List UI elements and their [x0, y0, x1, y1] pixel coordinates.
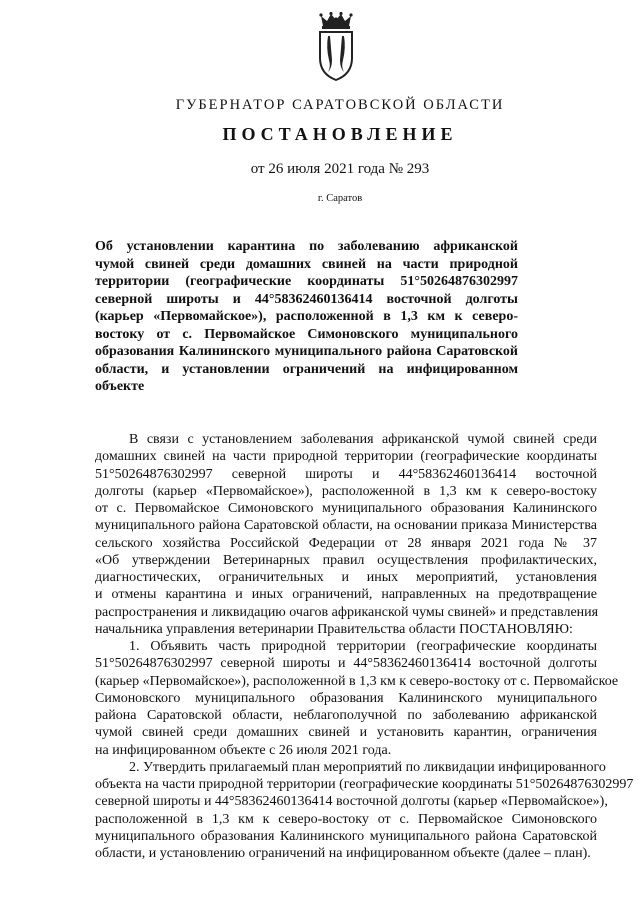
body-line: северной широты и 44°58362460136414 восточной долготы (карьер «Первомайское»), — [95, 794, 608, 810]
body-line: муниципального района Саратовской области, на основании приказа Министерства — [95, 518, 597, 534]
body-line: 1. Объявить часть природной территории (географические координаты — [129, 639, 597, 654]
body-line: домашних свиней на части природной территории (географические координаты — [95, 449, 597, 465]
document-date-number: от 26 июля 2021 года № 293 — [250, 161, 430, 177]
subject-line: северной широты и 44°58362460136414 восточной долготы — [95, 291, 518, 307]
subject-line: востоку от с. Первомайское Симоновского муниципального — [95, 326, 518, 342]
subject-line: чумой свиней среди домашних свиней на части природной — [95, 256, 518, 272]
body-line: района Саратовской области, неблагополучной по заболеванию африканской — [95, 708, 597, 723]
subject-line: Об установлении карантина по заболеванию африканской — [95, 239, 518, 254]
body-line: распространения и ликвидацию очагов африканской чумы свиней» и представления — [95, 604, 599, 620]
subject-line: территории (географические координаты 51°50264876302997 — [95, 274, 518, 289]
subject-line: области, и установлении ограничений на инфицированном — [95, 361, 518, 377]
body-line: «Об утверждении Ветеринарных правил осуществления профилактических, — [95, 552, 597, 568]
document-subject — [95, 238, 518, 396]
body-line: Симоновского муниципального образования Калининского муниципального — [95, 690, 597, 706]
document-body — [95, 431, 634, 862]
body-line: муниципального образования Калининского муниципального района Саратовской — [95, 828, 597, 844]
body-line: долготы (карьер «Первомайское»), расположенной в 1,3 км к северо-востоку — [95, 483, 597, 499]
subject-line: образования Калининского муниципального района Саратовской — [95, 344, 518, 359]
subject-line: (карьер «Первомайское»), расположенной в 1,3 км к северо- — [95, 309, 518, 324]
body-line: области, и установлению ограничений на инфицированном объекте (далее – план). — [95, 846, 591, 861]
body-line: 51°50264876302997 северной широты и 44°58362460136414 восточной долготы — [95, 656, 597, 672]
body-line: объекта на части природной территории (географические координаты 51°50264876302997 — [95, 777, 634, 792]
body-line: от с. Первомайское Симоновского муниципального образования Калининского — [95, 501, 597, 516]
body-line: начальника управления ветеринарии Правительства области ПОСТАНОВЛЯЮ: — [95, 621, 573, 637]
body-line: чумой свиней среди домашних свиней и установить карантин, ограничения — [95, 725, 597, 741]
body-line: и отмены карантина и иных ограничений, направленных на предотвращение — [95, 587, 597, 603]
document-type: ПОСТАНОВЛЕНИЕ — [222, 124, 458, 144]
issuing-authority: ГУБЕРНАТОР САРАТОВСКОЙ ОБЛАСТИ — [175, 97, 505, 113]
saratov-coat-of-arms-icon — [315, 12, 357, 82]
body-line: расположенной в 1,3 км к северо-востоку от с. Первомайское Симоновского — [95, 811, 597, 827]
body-line: 2. Утвердить прилагаемый план мероприятий по ликвидации инфицированного — [129, 759, 606, 775]
body-line: (карьер «Первомайское»), расположенной в 1,3 км к северо-востоку от с. Первомайское — [95, 673, 619, 689]
document-city: г. Саратов — [317, 193, 363, 204]
body-line: на инфицированном объекте с 26 июля 2021 года. — [95, 742, 392, 758]
body-line: 51°50264876302997 северной широты и 44°58362460136414 восточной — [95, 466, 597, 482]
body-line: сельского хозяйства Российской Федерации от 28 января 2021 года № 37 — [95, 535, 597, 551]
body-line: диагностических, ограничительных и иных мероприятий, установления — [95, 570, 597, 585]
body-line: В связи с установлением заболевания африканской чумой свиней среди — [129, 432, 597, 447]
subject-line: объекте — [95, 379, 145, 394]
